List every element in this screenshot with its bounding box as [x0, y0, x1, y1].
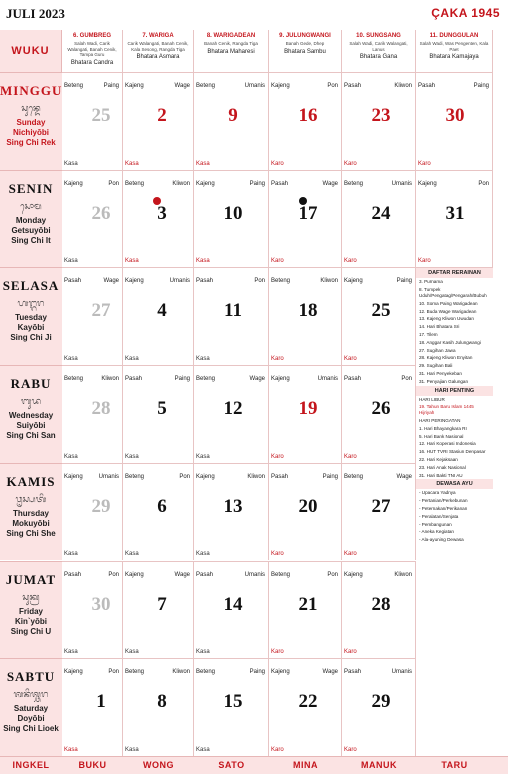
day-name: MINGGU: [0, 83, 63, 98]
cell-pasaran-left: Beteng: [64, 376, 84, 383]
cell-sasih: Karo: [271, 258, 284, 265]
ingkel-ingkel: INGKEL: [12, 760, 50, 770]
cell-sasih: Kasa: [64, 453, 78, 460]
caka-year: ÇAKA 1945: [431, 6, 500, 20]
cell-pasaran-right: Umanis: [98, 473, 119, 480]
cell-pasaran-left: Kajeng: [64, 669, 83, 676]
week-header: [194, 30, 269, 72]
cell-pasaran-right: Pon: [478, 180, 489, 187]
cell-sasih: Kasa: [125, 746, 139, 753]
cell-pasaran-right: Kliwon: [394, 571, 412, 578]
cell-pasaran-left: Beteng: [271, 278, 291, 285]
day-cell[interactable]: [123, 658, 194, 756]
cell-pasaran-right: Kliwon: [101, 376, 119, 383]
peringatan-item: 12. Hari Koperasi Indonesia: [419, 441, 476, 447]
day-cell[interactable]: [342, 463, 416, 561]
day-cell[interactable]: [194, 658, 269, 756]
cell-sasih: Karo: [344, 356, 357, 363]
cell-pasaran-left: Kajeng: [344, 571, 363, 578]
cell-pasaran-right: Paing: [249, 180, 265, 187]
cell-pasaran-left: Kajeng: [125, 571, 144, 578]
day-cell[interactable]: [342, 72, 416, 170]
day-chinese: Sing Chi Ji: [10, 333, 52, 343]
week-header: [62, 30, 123, 72]
day-japanese: Mokuyōbi: [12, 518, 50, 528]
peringatan-item: 5. Hari Bank Nasional: [419, 433, 464, 439]
day-japanese: Kin`yōbi: [15, 616, 47, 626]
rerainan-item: 31. Penyajian Galungan: [419, 378, 469, 384]
date-number: 4: [157, 300, 167, 322]
cell-pasaran-right: Umanis: [169, 278, 190, 285]
date-number: 8: [157, 691, 167, 713]
libur-label: HARI LIBUR: [419, 396, 445, 402]
day-cell[interactable]: [123, 72, 194, 170]
day-label-minggu: [0, 72, 62, 170]
cell-pasaran-right: Pon: [108, 571, 119, 578]
date-number: 30: [91, 593, 111, 615]
cell-sasih: Karo: [344, 551, 357, 558]
date-number: 21: [298, 593, 318, 615]
date-number: 25: [371, 300, 391, 322]
cell-pasaran-left: Beteng: [125, 180, 145, 187]
footer-bar: [0, 756, 508, 774]
libur-item: 19. Tahun Baru Islam 1445 Hijriyah: [419, 404, 474, 416]
date-number: 28: [371, 593, 391, 615]
date-number: 31: [445, 202, 465, 224]
week-bhatara: Bhatara Candra: [70, 59, 114, 66]
day-english: Tuesday: [15, 313, 47, 323]
day-cell[interactable]: [123, 267, 194, 365]
cell-pasaran-left: Kajeng: [196, 180, 215, 187]
rerainan-item: 3. Purnama: [419, 279, 443, 285]
week-desc: Salah Wadi, Was Pengenten, Kala Paet: [419, 41, 489, 52]
day-cell[interactable]: [416, 170, 493, 268]
day-cell[interactable]: [269, 561, 342, 659]
day-name: JUMAT: [5, 571, 57, 587]
week-name: 7. WARIGA: [142, 33, 174, 39]
day-cell[interactable]: [269, 170, 342, 268]
dewasa-item: - Ala-ayuning Dewasa: [419, 537, 464, 543]
cell-pasaran-right: Umanis: [391, 180, 412, 187]
wuku-header: [0, 30, 62, 72]
date-number: 27: [91, 300, 111, 322]
date-number: 17: [298, 202, 318, 224]
day-japanese: Suiyōbi: [16, 421, 46, 431]
day-english: Friday: [18, 606, 43, 616]
week-desc: Salah Wadi, Carik Walangati, Banah Cenik, Tampa Guru: [67, 41, 117, 57]
peringatan-item: 1. Hari Bhayangkara RI: [419, 425, 467, 431]
cell-sasih: Kasa: [196, 551, 210, 558]
cell-sasih: Kasa: [196, 258, 210, 265]
cell-sasih: Karo: [271, 453, 284, 460]
cell-pasaran-left: Beteng: [196, 669, 216, 676]
cell-pasaran-right: Paing: [249, 669, 265, 676]
day-cell[interactable]: [194, 365, 269, 463]
day-chinese: Sing Chi She: [6, 528, 56, 538]
day-chinese: Sing Chi Lioek: [3, 724, 59, 734]
date-number: 12: [223, 398, 243, 420]
date-number: 18: [298, 300, 318, 322]
rerainan-item: 10. Soma Paing Warigadean: [419, 300, 478, 306]
day-english: Saturday: [13, 704, 49, 714]
day-cell[interactable]: [269, 365, 342, 463]
cell-pasaran-right: Wage: [249, 376, 265, 383]
day-cell[interactable]: [123, 170, 194, 268]
cell-pasaran-left: Pasah: [271, 473, 289, 480]
dewasa-item: - Upacara Yadnya: [419, 490, 456, 496]
cell-pasaran-right: Pon: [327, 571, 338, 578]
cell-pasaran-right: Paing: [174, 376, 190, 383]
date-number: 5: [157, 398, 167, 420]
day-cell[interactable]: [194, 72, 269, 170]
cell-pasaran-left: Pasah: [196, 278, 214, 285]
calendar-grid: [0, 30, 508, 756]
date-number: 30: [445, 105, 465, 126]
cell-pasaran-right: Umanis: [391, 669, 412, 676]
cell-pasaran-left: Beteng: [125, 473, 145, 480]
ingkel-wong: WONG: [143, 760, 174, 770]
cell-pasaran-left: Pasah: [418, 83, 436, 89]
day-cell[interactable]: [194, 267, 269, 365]
cell-sasih: Kasa: [125, 160, 139, 167]
date-number: 9: [228, 105, 238, 126]
day-label-kamis: [0, 463, 62, 561]
dewasa-item: - Peralatan/Senjata: [419, 513, 459, 519]
cell-pasaran-right: Paing: [473, 83, 489, 89]
cell-sasih: Kasa: [64, 160, 78, 167]
cell-pasaran-left: Kajeng: [271, 83, 290, 89]
cell-pasaran-right: Wage: [322, 180, 338, 187]
cell-pasaran-right: Kliwon: [172, 180, 190, 187]
day-label-sabtu: [0, 658, 62, 756]
peringatan-item: 22. Hari Kejaksaan: [419, 456, 458, 462]
cell-pasaran-left: Beteng: [344, 180, 364, 187]
cell-pasaran-right: Wage: [103, 278, 119, 285]
date-number: 26: [91, 202, 111, 224]
rerainan-item: 27. Sugihan Jawa: [419, 347, 456, 353]
cell-pasaran-left: Beteng: [271, 571, 291, 578]
cell-pasaran-left: Beteng: [196, 376, 216, 383]
cell-pasaran-right: Paing: [103, 83, 119, 89]
week-name: 6. GUMBREG: [72, 33, 111, 39]
date-number: 24: [371, 202, 391, 224]
cell-sasih: Kasa: [125, 453, 139, 460]
cell-pasaran-right: Paing: [396, 278, 412, 285]
day-balinese: ᬰᬦᬶᬰ᭄ᬘᬭ: [13, 690, 49, 701]
cell-pasaran-left: Kajeng: [418, 180, 437, 187]
cell-sasih: Kasa: [64, 258, 78, 265]
day-cell[interactable]: [194, 170, 269, 268]
cell-sasih: Karo: [271, 551, 284, 558]
week-header: [269, 30, 342, 72]
cell-sasih: Kasa: [64, 649, 78, 656]
date-number: 26: [371, 398, 391, 420]
cell-pasaran-left: Kajeng: [64, 473, 83, 480]
day-name: SELASA: [2, 278, 60, 294]
day-name: SABTU: [6, 669, 56, 685]
wuku-label: WUKU: [11, 45, 50, 57]
day-cell[interactable]: [62, 267, 123, 365]
week-name: 8. WARIGADEAN: [206, 33, 256, 39]
cell-pasaran-right: Umanis: [244, 83, 265, 89]
ingkel-taru: TARU: [441, 760, 468, 770]
cell-sasih: Kasa: [64, 356, 78, 363]
day-cell[interactable]: [194, 463, 269, 561]
day-english: Monday: [15, 215, 47, 225]
day-cell[interactable]: [62, 365, 123, 463]
rerainan-item: 8. Tumpek Uduh/Pengatag/Pengarah/Bubuh: [419, 287, 487, 298]
date-number: 3: [157, 202, 167, 224]
cell-pasaran-left: Kajeng: [271, 376, 290, 383]
day-balinese: ᬳᬗ᭄ᬕᬭ: [17, 299, 45, 310]
cell-pasaran-left: Beteng: [125, 669, 145, 676]
cell-sasih: Karo: [344, 649, 357, 656]
date-number: 27: [371, 495, 391, 517]
date-number: 25: [91, 105, 111, 126]
day-english: Thursday: [12, 508, 49, 518]
cell-pasaran-right: Umanis: [317, 376, 338, 383]
day-cell[interactable]: [269, 267, 342, 365]
week-desc: Banah Gede, Dhep: [285, 41, 325, 46]
day-label-senin: [0, 170, 62, 268]
week-bhatara: Bhatara Kamajaya: [429, 54, 479, 60]
rerainan-item: 31. Hari Penyekeban: [419, 370, 462, 376]
cell-pasaran-left: Pasah: [125, 376, 143, 383]
cell-sasih: Karo: [344, 258, 357, 265]
cell-pasaran-right: Pon: [401, 376, 412, 383]
date-number: 16: [298, 105, 318, 126]
cell-sasih: Karo: [344, 453, 357, 460]
date-number: 6: [157, 495, 167, 517]
peringatan-item: 31. Hari Bakti TNI AU: [419, 472, 463, 478]
cell-pasaran-right: Pon: [254, 278, 265, 285]
week-bhatara: Bhatara Gana: [359, 54, 398, 60]
cell-pasaran-right: Kliwon: [394, 83, 412, 89]
cell-pasaran-left: Pasah: [344, 83, 362, 89]
day-japanese: Nichiyōbi: [12, 128, 49, 137]
cell-sasih: Karo: [271, 356, 284, 363]
cell-pasaran-right: Umanis: [244, 571, 265, 578]
date-number: 28: [91, 398, 111, 420]
cell-pasaran-right: Pon: [327, 83, 338, 89]
week-header: [123, 30, 194, 72]
rerainan-item: 12. Buda Wage Warigadean: [419, 308, 477, 314]
cell-sasih: Kasa: [64, 551, 78, 558]
month-title: JULI 2023: [6, 6, 65, 21]
day-balinese: ᬲᬸᬦ᭄ᬤᬾ: [21, 104, 41, 114]
day-cell[interactable]: [342, 658, 416, 756]
day-english: Sunday: [16, 118, 46, 127]
day-cell[interactable]: [123, 365, 194, 463]
cell-sasih: Kasa: [125, 258, 139, 265]
week-bhatara: Bhatara Maharesi: [207, 48, 255, 55]
week-desc: Carik Walangati, Banah Cenik, Kala Sesong, Rangda Tiga: [127, 41, 189, 52]
cell-sasih: Karo: [418, 258, 431, 265]
rerainan-item: 17. Tilem: [419, 331, 438, 337]
day-cell[interactable]: [342, 365, 416, 463]
day-label-jumat: [0, 561, 62, 659]
page-header: [0, 0, 508, 30]
dewasa-item: - Aneka Kegiatan: [419, 529, 454, 535]
ingkel-buku: BUKU: [78, 760, 107, 770]
dewasa-item: - Peternakan/Perikanan: [419, 505, 468, 511]
rerainan-title: DAFTAR RERAINAN: [416, 268, 493, 278]
cell-sasih: Karo: [271, 160, 284, 167]
cell-sasih: Karo: [271, 746, 284, 753]
cell-pasaran-left: Pasah: [64, 571, 82, 578]
date-number: 19: [298, 398, 318, 420]
cell-pasaran-right: Kliwon: [320, 278, 338, 285]
rerainan-item: 14. Hari Bhatara Sri: [419, 324, 460, 330]
day-balinese: ᬲᭀᬫ: [20, 201, 42, 212]
dewasa-item: - Pembangunan: [419, 521, 452, 527]
date-number: 2: [157, 105, 167, 126]
rerainan-item: 28. Kajeng Kliwon Enyitan: [419, 355, 473, 361]
day-chinese: Sing Chi U: [10, 626, 52, 636]
cell-pasaran-right: Kliwon: [172, 669, 190, 676]
day-balinese: ᬯᬺᬲ᭄ᬧᬢᬶ: [15, 494, 47, 505]
cell-pasaran-left: Kajeng: [196, 473, 215, 480]
cell-sasih: Karo: [344, 160, 357, 167]
ingkel-manuk: MANUK: [361, 760, 397, 770]
date-number: 10: [223, 202, 243, 224]
date-number: 29: [91, 495, 111, 517]
cell-sasih: Kasa: [196, 649, 210, 656]
day-label-rabu: [0, 365, 62, 463]
day-chinese: Sing Chi Rek: [6, 138, 56, 147]
cell-pasaran-right: Pon: [179, 473, 190, 480]
rerainan-item: 29. Sugihan Bali: [419, 363, 453, 369]
day-balinese: ᬩᬸᬤ: [20, 397, 42, 408]
rerainan-item: 18. Anggar Kasih Julungwangi: [419, 339, 481, 345]
cell-pasaran-right: Wage: [396, 473, 412, 480]
cell-sasih: Kasa: [196, 453, 210, 460]
date-number: 1: [96, 691, 106, 713]
day-chinese: Sing Chi San: [6, 431, 56, 441]
week-name: 11. DUNGGULAN: [429, 33, 479, 39]
peringatan-item: 23. Hari Anak Nasional: [419, 464, 466, 470]
day-label-selasa: [0, 267, 62, 365]
date-number: 29: [371, 691, 391, 713]
day-cell[interactable]: [123, 463, 194, 561]
day-cell[interactable]: [269, 72, 342, 170]
date-number: 22: [298, 691, 318, 713]
cell-pasaran-left: Pasah: [271, 180, 289, 187]
cell-sasih: Karo: [271, 649, 284, 656]
cell-sasih: Kasa: [125, 356, 139, 363]
cell-pasaran-left: Kajeng: [344, 278, 363, 285]
cell-pasaran-left: Kajeng: [64, 180, 83, 187]
cell-pasaran-right: Pon: [108, 180, 119, 187]
cell-pasaran-left: Kajeng: [125, 83, 144, 89]
day-cell[interactable]: [416, 72, 493, 170]
ingkel-sato: SATO: [218, 760, 245, 770]
cell-sasih: Kasa: [196, 356, 210, 363]
cell-pasaran-left: Beteng: [64, 83, 84, 89]
day-cell[interactable]: [62, 463, 123, 561]
day-english: Wednesday: [8, 411, 54, 421]
day-cell[interactable]: [62, 658, 123, 756]
day-cell[interactable]: [123, 561, 194, 659]
day-cell[interactable]: [62, 170, 123, 268]
cell-pasaran-left: Beteng: [344, 473, 364, 480]
cell-pasaran-left: Kajeng: [271, 669, 290, 676]
day-cell[interactable]: [62, 561, 123, 659]
peringatan-label: HARI PERINGATAN: [419, 417, 461, 423]
cell-pasaran-right: Wage: [174, 83, 190, 89]
week-desc: Banah Cenik, Rangda Tiga: [204, 41, 258, 46]
rerainan-item: 13. Kajeng Kliwon Uwudan: [419, 316, 474, 322]
cell-pasaran-left: Pasah: [344, 669, 362, 676]
day-cell[interactable]: [194, 561, 269, 659]
date-number: 23: [371, 105, 391, 126]
date-number: 7: [157, 593, 167, 615]
cell-pasaran-right: Pon: [108, 669, 119, 676]
day-name: SENIN: [8, 180, 54, 196]
date-number: 20: [298, 495, 318, 517]
day-japanese: Kayōbi: [17, 323, 45, 333]
cell-pasaran-left: Pasah: [64, 278, 82, 285]
day-name: KAMIS: [6, 473, 56, 489]
day-chinese: Sing Chi It: [11, 235, 51, 245]
cell-pasaran-left: Pasah: [344, 376, 362, 383]
day-cell[interactable]: [342, 170, 416, 268]
cell-pasaran-right: Wage: [174, 571, 190, 578]
week-bhatara: Bhatara Sambu: [284, 48, 326, 55]
day-name: RABU: [10, 376, 52, 392]
peringatan-item: 16. HUT TVRI Stasiun Denpasar: [419, 449, 486, 455]
cell-pasaran-left: Beteng: [196, 83, 216, 89]
week-name: 9. JULUNGWANGI: [279, 33, 331, 39]
cell-sasih: Kasa: [196, 746, 210, 753]
dewasa-item: - Pertanian/Perkebunan: [419, 498, 468, 504]
week-desc: Salah Wadi, Carik Walangati, Lanus: [349, 41, 408, 52]
cell-sasih: Kasa: [196, 160, 210, 167]
day-balinese: ᬲᬸᬓ᭄ᬭ: [22, 592, 40, 603]
day-cell[interactable]: [269, 463, 342, 561]
ingkel-mina: MINA: [293, 760, 318, 770]
cell-sasih: Kasa: [64, 746, 78, 753]
cell-sasih: Kasa: [125, 649, 139, 656]
week-name: 10. SUNGSANG: [356, 33, 401, 39]
cell-pasaran-right: Paing: [322, 473, 338, 480]
date-number: 14: [223, 593, 243, 615]
cell-pasaran-left: Kajeng: [125, 278, 144, 285]
week-header: [342, 30, 416, 72]
cell-sasih: Karo: [418, 160, 431, 167]
cell-pasaran-right: Kliwon: [247, 473, 265, 480]
week-bhatara: Bhatara Asmara: [136, 54, 180, 60]
cell-pasaran-left: Pasah: [196, 571, 214, 578]
day-cell[interactable]: [269, 658, 342, 756]
dewasa-title: DEWASA AYU: [416, 479, 493, 489]
cell-pasaran-right: Wage: [322, 669, 338, 676]
week-header: [416, 30, 493, 72]
date-number: 13: [223, 495, 243, 517]
cell-sasih: Karo: [344, 746, 357, 753]
cell-sasih: Kasa: [125, 551, 139, 558]
penting-title: HARI PENTING: [416, 386, 493, 396]
date-number: 11: [224, 300, 242, 322]
info-panel: [416, 267, 493, 756]
day-japanese: Doyōbi: [17, 714, 45, 724]
day-japanese: Getsuyōbi: [11, 225, 51, 235]
day-cell[interactable]: [342, 267, 416, 365]
date-number: 15: [223, 691, 243, 713]
day-cell[interactable]: [62, 72, 123, 170]
day-cell[interactable]: [342, 561, 416, 659]
